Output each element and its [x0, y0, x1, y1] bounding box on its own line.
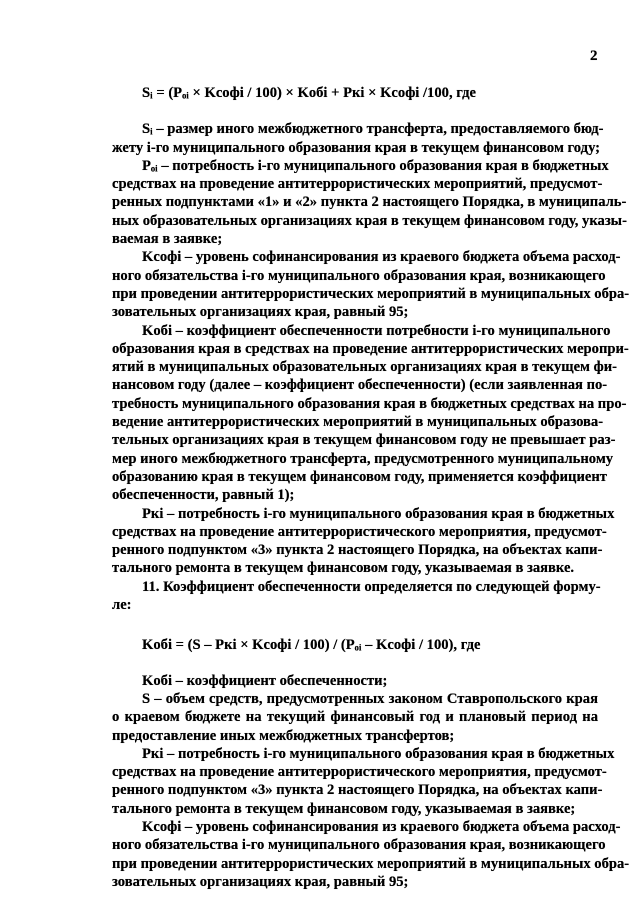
- text-line: Pкі – потребность і-го муниципального образования края в бюджетных: [142, 505, 615, 522]
- text-line: тального ремонта в текущем финансовом году, указываемая в заявке.: [112, 560, 575, 577]
- text-line: о краевом бюджете на текущий финансовый год и плановый период на: [112, 709, 598, 726]
- text-line: средствах на проведение антитеррористического мероприятия, предусмот-: [112, 764, 607, 781]
- text-line: Pₒᵢ – потребность і-го муниципального образования края в бюджетных: [142, 157, 609, 174]
- definitions-block-2: [112, 672, 630, 892]
- text-line: Kсофі – уровень софинансирования из краевого бюджета объема расход-: [142, 818, 621, 835]
- page-number: 2: [590, 48, 598, 64]
- text-line: Kобі – коэффициент обеспеченности;: [142, 672, 388, 689]
- text-line: S – объем средств, предусмотренных законом Ставропольского края: [142, 690, 598, 707]
- text-line: ведение антитеррористических мероприятий в муниципальных образова-: [112, 414, 604, 431]
- text-line: предоставление иных межбюджетных трансфертов;: [112, 727, 455, 744]
- text-line: обеспеченности, равный 1);: [112, 487, 295, 504]
- text-line: ле:: [112, 597, 132, 614]
- text-line: ренного подпунктом «3» пункта 2 настоящего Порядка, на объектах капи-: [112, 782, 603, 799]
- text-line: жету і-го муниципального образования края в текущем финансовом году;: [112, 139, 601, 156]
- text-line: ренных подпунктами «1» и «2» пункта 2 настоящего Порядка, в муниципаль-: [112, 194, 627, 211]
- text-line: требность муниципального образования края в бюджетных средствах на про-: [112, 395, 627, 412]
- text-line: Sᵢ – размер иного межбюджетного трансферта, предоставляемого бюд-: [142, 121, 604, 138]
- text-line: образованию края в текущем финансовом году, применяется коэффициент: [112, 468, 607, 485]
- text-line: 11. Коэффициент обеспеченности определяется по следующей форму-: [142, 578, 601, 595]
- text-line: средствах на проведение антитеррористических мероприятий, предусмот-: [112, 176, 603, 193]
- text-line: тельных организациях края в текущем финансовом году не превышает раз-: [112, 432, 616, 449]
- text-line: при проведении антитеррористических мероприятий в муниципальных обра-: [112, 285, 630, 302]
- text-line: ятий в муниципальных образовательных организациях края в текущем фи-: [112, 359, 618, 376]
- text-line: ного обязательства і-го муниципального образования края, возникающего: [112, 267, 606, 284]
- text-line: тального ремонта в текущем финансовом году, указываемая в заявке;: [112, 800, 576, 817]
- text-line: образования края в средствах на проведение антитеррористических меропри-: [112, 340, 629, 357]
- formula-si: Sᵢ = (Pₒᵢ × Kсофі / 100) × Kобі + Pкі × Kсофі /100, где: [142, 85, 476, 101]
- text-line: ных образовательных организациях края в текущем финансовом году, указы-: [112, 212, 627, 229]
- text-line: при проведении антитеррористических мероприятий в муниципальных обра-: [112, 855, 630, 872]
- text-line: нансовом году (далее – коэффициент обеспеченности) (если заявленная по-: [112, 377, 608, 394]
- text-line: зовательных организациях края, равный 95;: [112, 873, 409, 890]
- document-body: [112, 84, 630, 891]
- text-line: Kсофі – уровень софинансирования из краевого бюджета объема расход-: [142, 249, 621, 266]
- text-line: мер иного межбюджетного трансферта, предусмотренного муниципальному: [112, 450, 614, 467]
- text-line: Kобі – коэффициент обеспеченности потребности і-го муниципального: [142, 322, 611, 339]
- text-line: ренного подпунктом «3» пункта 2 настоящего Порядка, на объектах капи-: [112, 542, 603, 559]
- text-line: зовательных организациях края, равный 95;: [112, 304, 409, 321]
- text-line: средствах на проведение антитеррористического мероприятия, предусмот-: [112, 523, 607, 540]
- text-line: ваемая в заявке;: [112, 231, 223, 248]
- definitions-block-1: [112, 120, 630, 614]
- text-line: ного обязательства і-го муниципального образования края, возникающего: [112, 837, 606, 854]
- formula-kob: Kобі = (S – Pкі × Kсофі / 100) / (Pₒᵢ – Kсофі / 100), где: [142, 637, 481, 654]
- text-line: Pкі – потребность і-го муниципального образования края в бюджетных: [142, 745, 615, 762]
